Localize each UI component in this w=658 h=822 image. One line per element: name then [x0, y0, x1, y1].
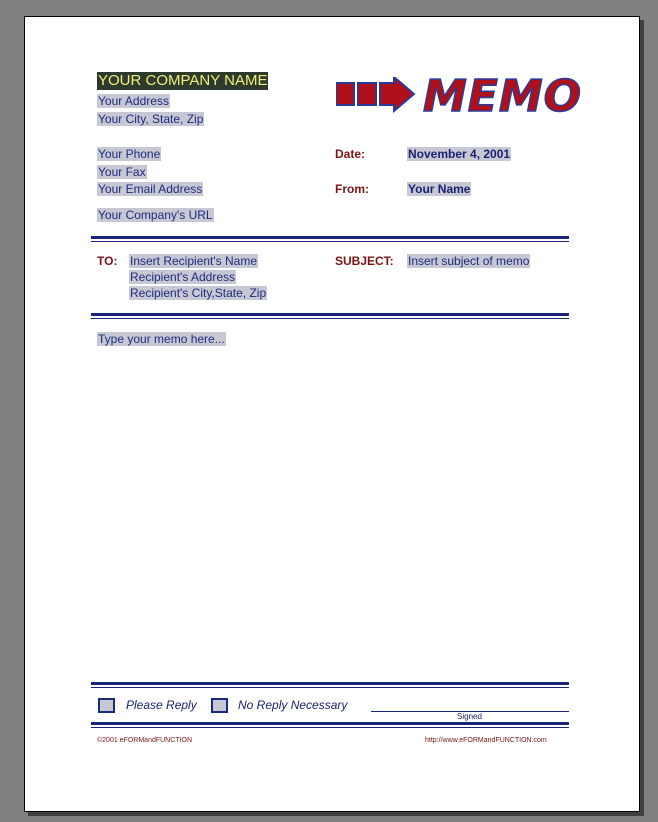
divider-footer-thin [91, 687, 569, 688]
from-label: From: [335, 182, 369, 196]
date-field[interactable]: November 4, 2001 [408, 147, 511, 161]
divider-top [91, 236, 569, 239]
no-reply-label: No Reply Necessary [238, 698, 348, 712]
memo-page [24, 16, 640, 812]
divider-footer [91, 682, 569, 685]
memo-title: MEMO [423, 71, 583, 122]
date-label: Date: [335, 147, 366, 161]
memo-body-field[interactable]: Type your memo here... [98, 332, 225, 346]
recipient-name-field[interactable]: Insert Recipient's Name [130, 254, 258, 268]
signed-label: Signed [457, 712, 482, 721]
recipient-address-field[interactable]: Recipient's Address [130, 270, 236, 284]
url-field[interactable]: Your Company's URL [98, 208, 213, 222]
copyright-text: ©2001 eFORMandFUNCTION [97, 737, 193, 744]
address-field[interactable]: Your Address [98, 94, 169, 108]
divider-bottom [91, 722, 569, 725]
arrow-icon [336, 77, 416, 117]
company-name-field[interactable]: YOUR COMPANY NAME [98, 72, 268, 89]
divider-middle [91, 313, 569, 316]
phone-field[interactable]: Your Phone [98, 147, 161, 161]
fax-field[interactable]: Your Fax [98, 165, 146, 179]
from-field[interactable]: Your Name [408, 182, 471, 196]
city-state-zip-field[interactable]: Your City, State, Zip [98, 112, 204, 126]
website-link[interactable]: http://www.eFORMandFUNCTION.com [425, 737, 547, 744]
please-reply-checkbox[interactable] [98, 698, 115, 713]
recipient-city-field[interactable]: Recipient's City,State, Zip [130, 286, 267, 300]
please-reply-label: Please Reply [126, 698, 197, 712]
email-field[interactable]: Your Email Address [98, 182, 203, 196]
divider-bottom-thin [91, 727, 569, 728]
subject-field[interactable]: Insert subject of memo [408, 254, 530, 268]
divider-top-thin [91, 241, 569, 242]
no-reply-checkbox[interactable] [211, 698, 228, 713]
to-label: TO: [97, 254, 118, 268]
subject-label: SUBJECT: [335, 254, 394, 268]
divider-middle-thin [91, 318, 569, 319]
